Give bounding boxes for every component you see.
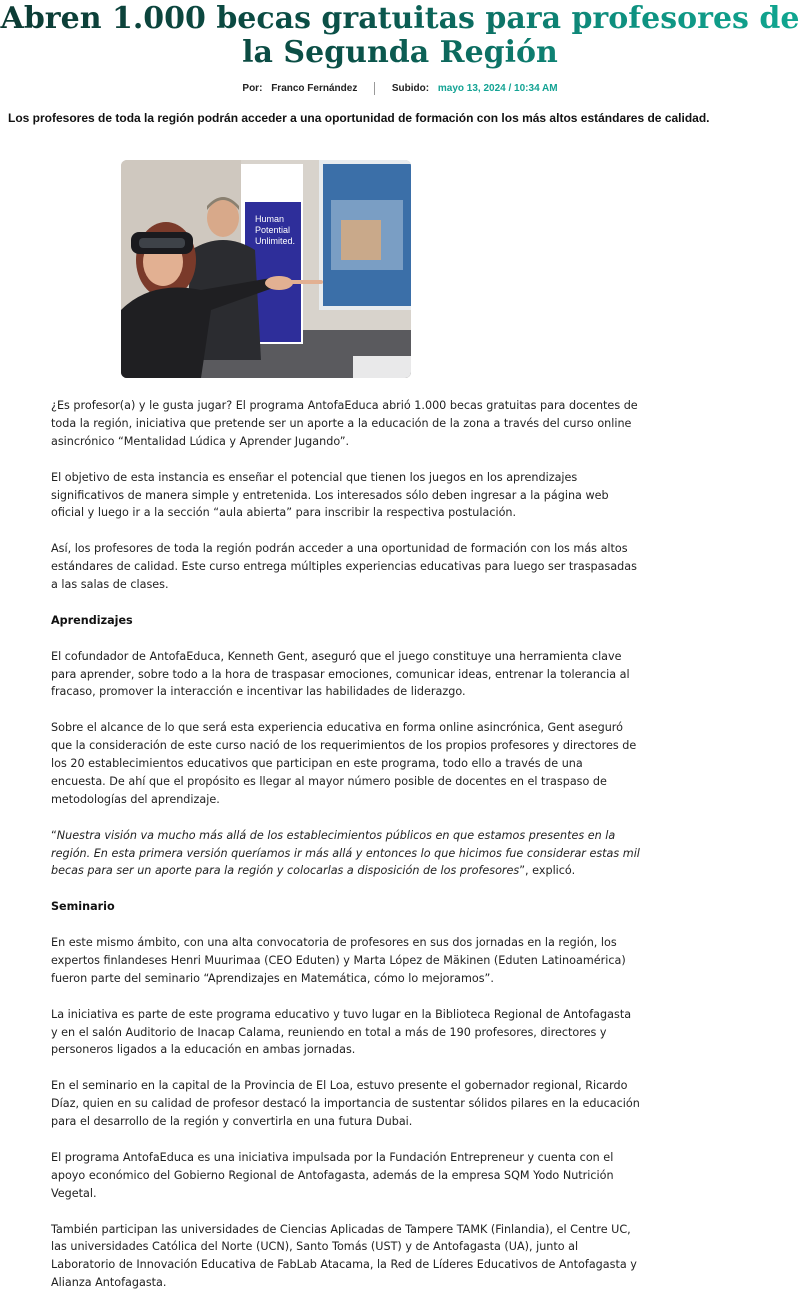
author-name[interactable]: Franco Fernández: [271, 83, 358, 95]
photo-illustration: [121, 160, 411, 378]
publish-date: mayo 13, 2024 / 10:34 AM: [437, 83, 558, 95]
paragraph: También participan las universidades de Ciencias Aplicadas de Tampere TAMK (Finlandia), el Centre UC, las universidades Católica del Norte (UCN), Santo Tomás (UST) y de Antofagasta (UA), junto al Laboratorio de Innovación Educativa de FabLab Atacama, la Red de Líderes Educativos de Antofagasta y Alianza Antofagasta.: [51, 1222, 637, 1290]
quote-text: Nuestra visión va mucho más allá de los establecimientos públicos en que estamos presentes en la región. En esta primera versión queríamos ir más allá y entonces lo que hicimos fue considerar estas mil becas para ser un aporte para la región y colocarlas a disposición de los profesores: [51, 828, 640, 878]
paragraph: Así, los profesores de toda la región podrán acceder a una oportunidad de formación con los más altos estándares de calidad. Este curso entrega múltiples experiencias educativas para luego ser traspasadas a las salas de clases.: [51, 542, 637, 592]
paragraph: La iniciativa es parte de este programa educativo y tuvo lugar en la Biblioteca Regional de Antofagasta y en el salón Auditorio de Inacap Calama, reuniendo en total a más de 190 profesores, directores y personeros ligados a la educación en ambas jornadas.: [51, 1007, 632, 1057]
date-label: Subido:: [391, 83, 430, 95]
article-photo: [121, 160, 411, 378]
article-lead: Los profesores de toda la región podrán acceder a una oportunidad de formación con los más altos estándares de calidad.: [8, 111, 710, 125]
paragraph: ¿Es profesor(a) y le gusta jugar? El programa AntofaEduca abrió 1.000 becas gratuitas para docentes de toda la región, iniciativa que pretende ser un aporte a la educación de la zona a través del curso online asincrónico “Mentalidad Lúdica y Aprender Jugando”.: [51, 399, 638, 448]
quote-close: ”, explicó.: [519, 864, 576, 878]
paragraph: En el seminario en la capital de la Provincia de El Loa, estuvo presente el gobernador regional, Ricardo Díaz, quien en su calidad de profesor destacó la importancia de sustentar sólidos pilares en la educación para el desarrollo de la región y convertirla en una futura Dubai.: [51, 1079, 640, 1129]
section-heading-aprendizajes: Aprendizajes: [51, 613, 133, 627]
article-body: [51, 397, 641, 1310]
article-byline: [0, 82, 800, 95]
paragraph: En este mismo ámbito, con una alta convocatoria de profesores en sus dos jornadas en la región, los expertos finlandeses Henri Muurimaa (CEO Eduten) y Marta López de Mäkinen (Eduten Latinoamérica) fueron parte del seminario “Aprendizajes en Matemática, cómo lo mejoramos”.: [51, 936, 626, 985]
paragraph: El programa AntofaEduca es una iniciativa impulsada por la Fundación Entrepreneur y cuenta con el apoyo económico del Gobierno Regional de Antofagasta, además de la empresa SQM Yodo Nutrición Vegetal.: [51, 1150, 614, 1200]
paragraph: El cofundador de AntofaEduca, Kenneth Gent, aseguró que el juego constituye una herramienta clave para aprender, sobre todo a la hora de traspasar emociones, comunicar ideas, entrenar la tolerancia al fracaso, promover la interacción e incentivar las habilidades de liderazgo.: [51, 649, 630, 699]
article-title: Abren 1.000 becas gratuitas para profesores de la Segunda Región: [0, 1, 800, 70]
quote-paragraph: [51, 827, 641, 881]
banner-text: Human Potential Unlimited.: [255, 214, 296, 246]
paragraph: El objetivo de esta instancia es enseñar el potencial que tienen los juegos en los aprendizajes significativos de manera simple y entretenida. Los interesados sólo deben ingresar a la página web oficial y luego ir a la sección “aula abierta” para inscribir la respectiva postulación.: [51, 470, 609, 520]
quote-open-mark: “: [51, 828, 57, 842]
paragraph: Sobre el alcance de lo que será esta experiencia educativa en forma online asincrónica, Gent aseguró que la consideración de este curso nació de los requerimientos de los propios profesores y directores de los 20 establecimientos educativos que participan en este programa, todo ello a través de una encuesta. De ahí que el propósito es llegar al mayor número posible de docentes en el traspaso de metodologías del aprendizaje.: [51, 721, 637, 806]
byline-divider: [374, 82, 375, 95]
section-heading-seminario: Seminario: [51, 900, 115, 914]
author-label: Por:: [242, 83, 263, 95]
